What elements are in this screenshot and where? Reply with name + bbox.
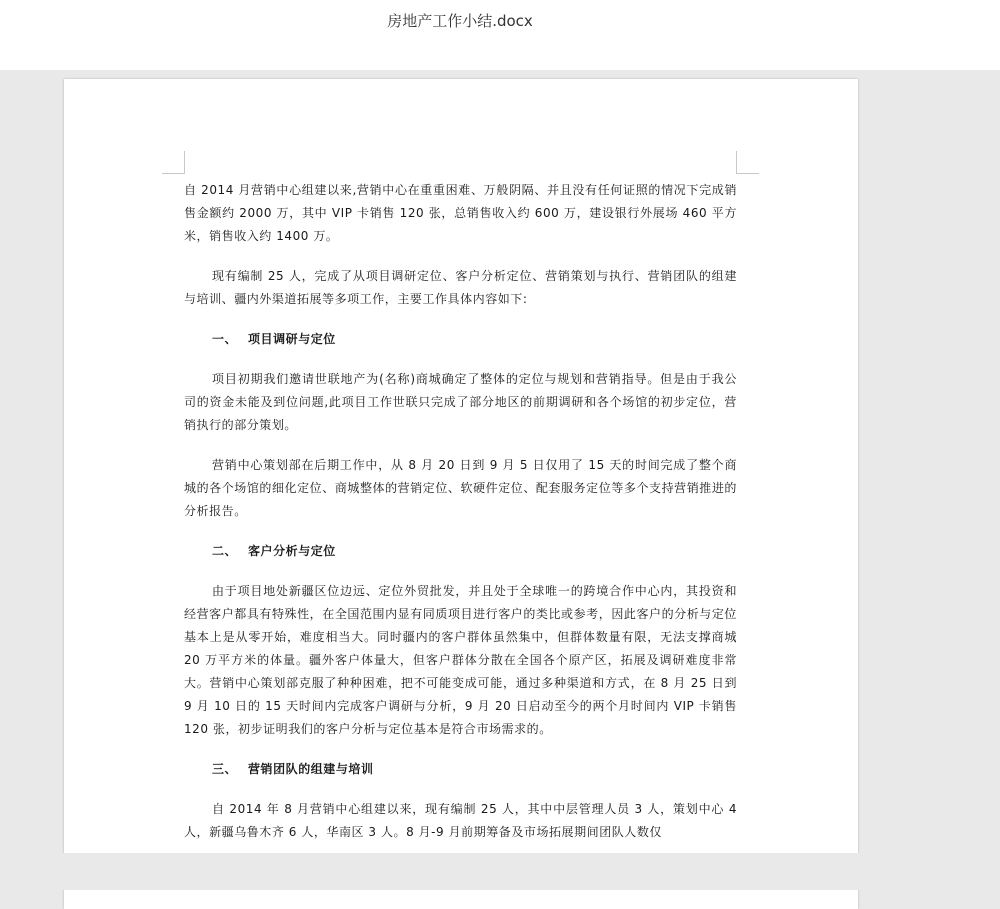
section-number: 三、 [212, 762, 238, 776]
section-heading-2 [184, 540, 737, 563]
paragraph-summary: 自 2014 月营销中心组建以来,营销中心在重重困难、万般阴隔、并且没有任何证照的情况下完成销售金额约 2000 万，其中 VIP 卡销售 120 张，总销售收入约 600 万，建设银行外展场 460 平方米，销售收入约 1400 万。 [184, 183, 737, 243]
margin-corner-mark-left [162, 151, 185, 174]
title-bar [0, 0, 1000, 70]
paragraph-team: 自 2014 年 8 月营销中心组建以来，现有编制 25 人，其中中层管理人员 3 人，策划中心 4 人，新疆乌鲁木齐 6 人，华南区 3 人。8 月-9 月前期筹备及市场拓展期间团队人数仅 [184, 802, 737, 839]
document-body [184, 179, 737, 861]
section-heading-3 [184, 758, 737, 781]
document-page[interactable] [64, 79, 858, 909]
paragraph-research-detail: 营销中心策划部在后期工作中，从 8 月 20 日到 9 月 5 日仅用了 15 天的时间完成了整个商城的各个场馆的细化定位、商城整体的营销定位、软硬件定位、配套服务定位等多个支持营销推进的分析报告。 [184, 458, 737, 518]
paragraph-research-intro: 项目初期我们邀请世联地产为(名称)商城确定了整体的定位与规划和营销指导。但是由于我公司的资金未能及到位问题,此项目工作世联只完成了部分地区的前期调研和各个场馆的初步定位，营销执行的部分策划。 [184, 372, 737, 432]
section-heading-1 [184, 328, 737, 351]
section-title: 客户分析与定位 [248, 544, 336, 558]
document-title: 房地产工作小结.docx [387, 12, 533, 30]
bottom-bar [0, 853, 1000, 890]
paragraph-overview: 现有编制 25 人，完成了从项目调研定位、客户分析定位、营销策划与执行、营销团队的组建与培训、疆内外渠道拓展等多项工作，主要工作具体内容如下: [184, 269, 737, 306]
paragraph-customer-analysis: 由于项目地处新疆区位边远、定位外贸批发，并且处于全球唯一的跨境合作中心内，其投资和经营客户都具有特殊性，在全国范围内显有同质项目进行客户的类比或参考，因此客户的分析与定位基本上是从零开始，难度相当大。同时疆内的客户群体虽然集中，但群体数量有限，无法支撑商城 20 万平方米的体量。疆外客户体量大，但客户群体分散在全国各个原产区，拓展及调研难度非常大。营销中心策划部克服了种种困难，把不可能变成可能，通过多种渠道和方式，在 8 月 25 日到 9 月 10 日的 15 天时间内完成客户调研与分析，9 月 20 日启动至今的两个月时间内 VIP 卡销售 120 张，初步证明我们的客户分析与定位基本是符合市场需求的。 [184, 584, 737, 736]
margin-corner-mark-right [736, 151, 759, 174]
section-number: 二、 [212, 544, 238, 558]
section-number: 一、 [212, 332, 238, 346]
section-title: 项目调研与定位 [248, 332, 336, 346]
section-title: 营销团队的组建与培训 [248, 762, 374, 776]
